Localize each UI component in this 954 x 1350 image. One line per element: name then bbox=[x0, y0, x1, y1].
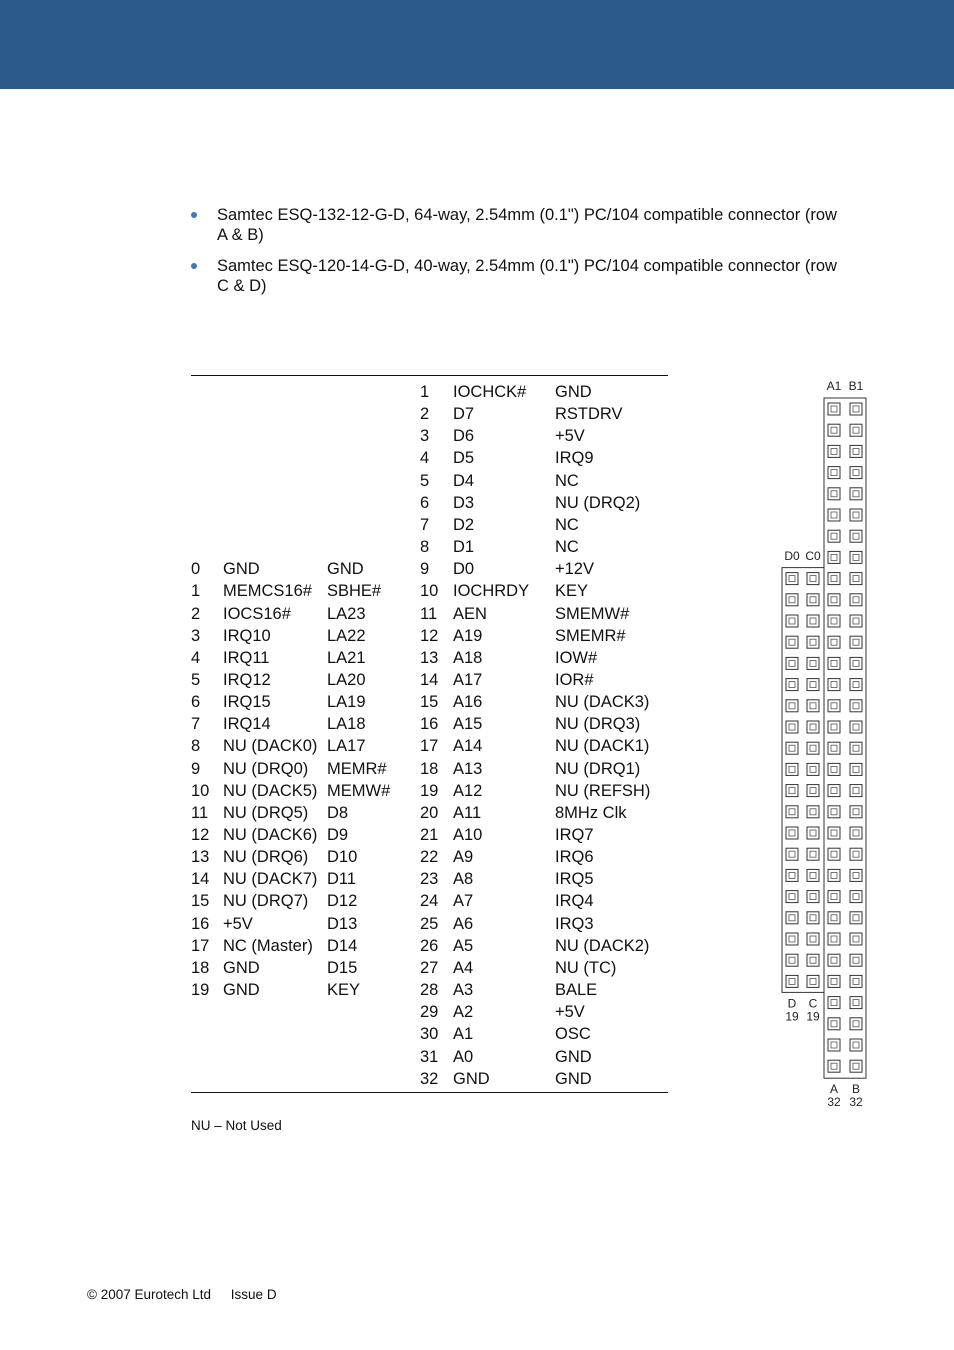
cd-cell-row2-signal: LA18 bbox=[327, 715, 366, 734]
pin-c bbox=[807, 869, 819, 881]
pin-c bbox=[807, 763, 819, 775]
pin-c bbox=[807, 848, 819, 860]
pin-b bbox=[850, 806, 862, 818]
cd-cell-pin: 7 bbox=[191, 715, 201, 734]
pin-d bbox=[786, 869, 798, 881]
pin-a bbox=[828, 467, 840, 479]
cd-cell-pin: 13 bbox=[191, 848, 210, 867]
ab-cell-row2-signal: NU (DRQ3) bbox=[555, 715, 641, 734]
pin-d bbox=[786, 975, 798, 987]
row-c-bottom-number: 19 bbox=[806, 1009, 820, 1024]
cd-cell-row2-signal: D11 bbox=[327, 870, 357, 889]
pin-d bbox=[786, 806, 798, 818]
ab-cell-row1-signal: A7 bbox=[453, 892, 474, 911]
connector-list-item bbox=[189, 205, 849, 245]
cd-cell-row2-signal: D10 bbox=[327, 848, 358, 867]
pin-c bbox=[807, 615, 819, 627]
connector-description: Samtec ESQ-120-14-G-D, 40-way, 2.54mm (0.1") PC/104 compatible connector (row C & D) bbox=[217, 257, 837, 295]
pin-a bbox=[828, 445, 840, 457]
ab-cell-pin: 8 bbox=[420, 538, 430, 557]
pin-c bbox=[807, 933, 819, 945]
pin-b bbox=[850, 742, 862, 754]
connector-pin-diagram bbox=[776, 374, 900, 1114]
cd-cell-row2-signal: LA21 bbox=[327, 648, 366, 667]
ab-cell-row2-signal: RSTDRV bbox=[555, 405, 623, 424]
ab-cell-row2-signal: SMEMR# bbox=[555, 626, 626, 645]
ab-cell-pin: 18 bbox=[420, 759, 439, 778]
cd-cell-row2-signal: LA17 bbox=[327, 737, 366, 756]
cd-cell-row1-signal: IOCS16# bbox=[223, 604, 291, 623]
pin-a bbox=[828, 424, 840, 436]
ab-cell-row1-signal: A10 bbox=[453, 826, 483, 844]
ab-cell-row1-signal: A6 bbox=[453, 914, 474, 933]
ab-cell-pin: 23 bbox=[420, 870, 439, 889]
pin-a bbox=[828, 954, 840, 966]
cd-cell-row2-signal: D13 bbox=[327, 914, 358, 933]
pin-b bbox=[850, 891, 862, 903]
cd-cell-pin: 9 bbox=[191, 759, 201, 778]
cd-cell-pin: 3 bbox=[191, 626, 201, 645]
bullet-icon bbox=[191, 263, 197, 269]
ab-cell-row1-signal: AEN bbox=[453, 604, 487, 623]
pin-a bbox=[828, 636, 840, 648]
cd-connector-outline bbox=[782, 568, 824, 993]
ab-cell-row2-signal: NC bbox=[555, 538, 579, 557]
pin-d bbox=[786, 679, 798, 691]
cd-cell-pin: 18 bbox=[191, 958, 210, 977]
row-a-bottom-number: 32 bbox=[827, 1095, 841, 1110]
pin-a bbox=[828, 551, 840, 563]
pin-d bbox=[786, 933, 798, 945]
cd-cell-pin: 17 bbox=[191, 936, 210, 955]
cd-cell-pin: 6 bbox=[191, 693, 201, 712]
ab-cell-row2-signal: IRQ6 bbox=[555, 848, 594, 867]
ab-cell-row1-signal: D3 bbox=[453, 493, 475, 512]
ab-cell-pin: 21 bbox=[420, 826, 439, 844]
row-a-bottom-letter: A bbox=[829, 1082, 839, 1097]
pin-a bbox=[828, 806, 840, 818]
issue-text: Issue D bbox=[230, 1287, 277, 1302]
pin-c bbox=[807, 806, 819, 818]
ab-cell-pin: 1 bbox=[420, 383, 430, 401]
pin-c bbox=[807, 975, 819, 987]
ab-cell-pin: 32 bbox=[420, 1069, 439, 1088]
pin-b bbox=[850, 488, 862, 500]
ab-cell-row2-signal: IRQ5 bbox=[555, 870, 594, 889]
pin-c bbox=[807, 785, 819, 797]
pin-a bbox=[828, 700, 840, 712]
cd-cell-row2-signal: GND bbox=[327, 560, 364, 579]
pin-a bbox=[828, 1018, 840, 1030]
ab-cell-pin: 10 bbox=[420, 582, 439, 601]
row-b-top-label: B1 bbox=[848, 379, 864, 393]
cd-cell-row1-signal: NU (DRQ6) bbox=[223, 848, 309, 867]
cd-cell-row2-signal: LA19 bbox=[327, 693, 366, 712]
pin-a bbox=[828, 721, 840, 733]
ab-cell-row1-signal: A13 bbox=[453, 759, 483, 778]
ab-cell-row2-signal: IRQ7 bbox=[555, 826, 594, 844]
cd-cell-row1-signal: GND bbox=[223, 560, 260, 579]
connector-list-item bbox=[189, 256, 849, 296]
ab-cell-row1-signal: A5 bbox=[453, 936, 474, 955]
pin-d bbox=[786, 721, 798, 733]
connector-list bbox=[189, 205, 849, 307]
pin-c bbox=[807, 679, 819, 691]
pin-a bbox=[828, 1039, 840, 1051]
ab-cell-row2-signal: NU (DACK1) bbox=[555, 737, 650, 756]
pin-a bbox=[828, 933, 840, 945]
cd-cell-pin: 8 bbox=[191, 737, 201, 756]
pin-b bbox=[850, 721, 862, 733]
row-d-bottom-number: 19 bbox=[785, 1009, 799, 1024]
cd-cell-row2-signal: D9 bbox=[327, 826, 349, 844]
pin-a bbox=[828, 1060, 840, 1072]
ab-cell-row2-signal: IOW# bbox=[555, 648, 598, 667]
ab-cell-pin: 14 bbox=[420, 670, 439, 689]
pin-b bbox=[850, 785, 862, 797]
pin-b bbox=[850, 594, 862, 606]
pin-b bbox=[850, 530, 862, 542]
pin-b bbox=[850, 933, 862, 945]
cd-cell-row1-signal: GND bbox=[223, 958, 260, 977]
pinout-rows bbox=[191, 376, 668, 1092]
ab-cell-row2-signal: NU (REFSH) bbox=[555, 781, 651, 800]
pin-a bbox=[828, 785, 840, 797]
pin-c bbox=[807, 891, 819, 903]
pin-b bbox=[850, 445, 862, 457]
ab-cell-row2-signal: +12V bbox=[555, 560, 594, 579]
pin-a bbox=[828, 594, 840, 606]
ab-cell-pin: 7 bbox=[420, 515, 430, 534]
pin-d bbox=[786, 954, 798, 966]
ab-cell-pin: 13 bbox=[420, 648, 439, 667]
header-band bbox=[0, 0, 954, 89]
pin-b bbox=[850, 848, 862, 860]
pin-d bbox=[786, 636, 798, 648]
cd-cell-row1-signal: GND bbox=[223, 981, 260, 1000]
ab-cell-row1-signal: D0 bbox=[453, 560, 475, 579]
pin-b bbox=[850, 467, 862, 479]
ab-cell-pin: 27 bbox=[420, 958, 439, 977]
cd-cell-pin: 11 bbox=[191, 803, 209, 822]
pin-b bbox=[850, 403, 862, 415]
ab-cell-row1-signal: IOCHRDY bbox=[453, 582, 530, 601]
ab-cell-pin: 6 bbox=[420, 493, 430, 512]
pin-b bbox=[850, 657, 862, 669]
ab-cell-row2-signal: NU (DACK3) bbox=[555, 693, 650, 712]
ab-cell-row2-signal: IRQ9 bbox=[555, 449, 594, 468]
ab-cell-row2-signal: IRQ3 bbox=[555, 914, 594, 933]
ab-cell-row2-signal: KEY bbox=[555, 582, 589, 601]
ab-cell-pin: 4 bbox=[420, 449, 430, 468]
pin-b bbox=[850, 1060, 862, 1072]
pin-c bbox=[807, 827, 819, 839]
pin-b bbox=[850, 954, 862, 966]
pin-a bbox=[828, 509, 840, 521]
cd-cell-row1-signal: NU (DACK6) bbox=[223, 826, 318, 844]
ab-cell-pin: 19 bbox=[420, 781, 439, 800]
pin-a bbox=[828, 848, 840, 860]
pin-c bbox=[807, 742, 819, 754]
cd-cell-row1-signal: NC (Master) bbox=[223, 936, 313, 955]
pin-c bbox=[807, 636, 819, 648]
pin-a bbox=[828, 657, 840, 669]
ab-cell-row1-signal: A4 bbox=[453, 958, 474, 977]
ab-cell-pin: 11 bbox=[420, 604, 438, 623]
pin-b bbox=[850, 912, 862, 924]
pin-b bbox=[850, 636, 862, 648]
pinout-table bbox=[191, 375, 668, 1093]
cd-cell-pin: 10 bbox=[191, 781, 210, 800]
pin-a bbox=[828, 742, 840, 754]
ab-cell-row2-signal: SMEMW# bbox=[555, 604, 630, 623]
bullet-icon bbox=[191, 212, 197, 218]
footnote: NU – Not Used bbox=[191, 1118, 282, 1133]
ab-cell-row1-signal: A1 bbox=[453, 1025, 474, 1044]
ab-cell-pin: 20 bbox=[420, 803, 439, 822]
row-d-top-label: D0 bbox=[784, 549, 800, 563]
ab-cell-row1-signal: A2 bbox=[453, 1003, 474, 1022]
pin-d bbox=[786, 891, 798, 903]
pin-b bbox=[850, 827, 862, 839]
ab-cell-pin: 3 bbox=[420, 427, 430, 446]
pin-d bbox=[786, 785, 798, 797]
cd-cell-pin: 19 bbox=[191, 981, 210, 1000]
cd-cell-row1-signal: MEMCS16# bbox=[223, 582, 312, 601]
ab-cell-row2-signal: NC bbox=[555, 515, 579, 534]
cd-cell-pin: 5 bbox=[191, 670, 201, 689]
ab-cell-row1-signal: D6 bbox=[453, 427, 475, 446]
cd-cell-row1-signal: NU (DRQ5) bbox=[223, 803, 309, 822]
pin-b bbox=[850, 424, 862, 436]
ab-cell-row2-signal: +5V bbox=[555, 427, 585, 446]
ab-cell-row2-signal: IOR# bbox=[555, 670, 594, 689]
ab-cell-pin: 5 bbox=[420, 471, 430, 490]
ab-cell-row2-signal: IRQ4 bbox=[555, 892, 594, 911]
pin-a bbox=[828, 975, 840, 987]
pin-a bbox=[828, 488, 840, 500]
cd-cell-row1-signal: NU (DACK0) bbox=[223, 737, 318, 756]
cd-cell-row1-signal: IRQ15 bbox=[223, 693, 271, 712]
ab-cell-row1-signal: A12 bbox=[453, 781, 483, 800]
pin-a bbox=[828, 573, 840, 585]
ab-cell-pin: 22 bbox=[420, 848, 439, 867]
ab-cell-row1-signal: A0 bbox=[453, 1047, 474, 1066]
ab-cell-row2-signal: NU (DRQ1) bbox=[555, 759, 641, 778]
ab-cell-row1-signal: D4 bbox=[453, 471, 475, 490]
pin-a bbox=[828, 403, 840, 415]
pin-d bbox=[786, 763, 798, 775]
ab-cell-row2-signal: BALE bbox=[555, 981, 598, 1000]
pin-c bbox=[807, 594, 819, 606]
pin-c bbox=[807, 954, 819, 966]
pin-a bbox=[828, 869, 840, 881]
cd-cell-row1-signal: IRQ12 bbox=[223, 670, 271, 689]
ab-cell-row1-signal: A3 bbox=[453, 981, 474, 1000]
pin-a bbox=[828, 912, 840, 924]
cd-cell-row1-signal: NU (DRQ0) bbox=[223, 759, 309, 778]
pin-d bbox=[786, 848, 798, 860]
ab-cell-row1-signal: A9 bbox=[453, 848, 474, 867]
cd-cell-row1-signal: NU (DACK7) bbox=[223, 870, 318, 889]
cd-cell-row1-signal: IRQ11 bbox=[223, 648, 270, 667]
connector-description: Samtec ESQ-132-12-G-D, 64-way, 2.54mm (0.1") PC/104 compatible connector (row A & B) bbox=[217, 206, 837, 244]
ab-cell-row2-signal: NU (DRQ2) bbox=[555, 493, 641, 512]
pin-d bbox=[786, 700, 798, 712]
pin-b bbox=[850, 551, 862, 563]
cd-cell-row1-signal: IRQ14 bbox=[223, 715, 271, 734]
pin-c bbox=[807, 573, 819, 585]
cd-cell-pin: 16 bbox=[191, 914, 210, 933]
ab-cell-row2-signal: NU (DACK2) bbox=[555, 936, 650, 955]
page-footer bbox=[87, 1287, 277, 1302]
pin-b bbox=[850, 573, 862, 585]
pin-b bbox=[850, 615, 862, 627]
pin-d bbox=[786, 657, 798, 669]
pin-b bbox=[850, 997, 862, 1009]
row-b-bottom-letter: B bbox=[851, 1082, 861, 1097]
pin-d bbox=[786, 912, 798, 924]
pin-d bbox=[786, 742, 798, 754]
pin-c bbox=[807, 700, 819, 712]
pin-a bbox=[828, 827, 840, 839]
ab-cell-pin: 25 bbox=[420, 914, 439, 933]
ab-cell-row1-signal: A17 bbox=[453, 670, 483, 689]
cd-cell-row1-signal: NU (DACK5) bbox=[223, 781, 318, 800]
pin-b bbox=[850, 700, 862, 712]
cd-cell-pin: 15 bbox=[191, 892, 210, 911]
ab-cell-pin: 31 bbox=[420, 1047, 439, 1066]
copyright-text: © 2007 Eurotech Ltd bbox=[87, 1287, 212, 1302]
ab-cell-row1-signal: GND bbox=[453, 1069, 490, 1088]
ab-cell-row1-signal: IOCHCK# bbox=[453, 383, 527, 401]
pin-b bbox=[850, 509, 862, 521]
cd-cell-row1-signal: NU (DRQ7) bbox=[223, 892, 309, 911]
row-c-bottom-letter: C bbox=[808, 996, 818, 1011]
pin-d bbox=[786, 594, 798, 606]
cd-cell-row2-signal: MEMW# bbox=[327, 781, 391, 800]
pin-c bbox=[807, 721, 819, 733]
pin-a bbox=[828, 530, 840, 542]
ab-cell-row1-signal: A19 bbox=[453, 626, 483, 645]
ab-cell-pin: 2 bbox=[420, 405, 430, 424]
ab-cell-row1-signal: D5 bbox=[453, 449, 475, 468]
row-c-top-label: C0 bbox=[805, 549, 821, 563]
pin-b bbox=[850, 1018, 862, 1030]
ab-cell-pin: 29 bbox=[420, 1003, 439, 1022]
cd-cell-row2-signal: D14 bbox=[327, 936, 358, 955]
cd-cell-pin: 4 bbox=[191, 648, 201, 667]
ab-cell-row2-signal: GND bbox=[555, 383, 592, 401]
ab-cell-row1-signal: A16 bbox=[453, 693, 483, 712]
cd-cell-row2-signal: KEY bbox=[327, 981, 361, 1000]
ab-cell-row1-signal: A11 bbox=[453, 803, 482, 822]
cd-cell-row2-signal: D12 bbox=[327, 892, 358, 911]
pin-b bbox=[850, 679, 862, 691]
ab-cell-row1-signal: A8 bbox=[453, 870, 474, 889]
pin-b bbox=[850, 763, 862, 775]
pin-a bbox=[828, 891, 840, 903]
cd-cell-pin: 1 bbox=[191, 582, 201, 601]
ab-cell-pin: 24 bbox=[420, 892, 439, 911]
ab-cell-pin: 26 bbox=[420, 936, 439, 955]
pin-a bbox=[828, 679, 840, 691]
ab-cell-row1-signal: D2 bbox=[453, 515, 475, 534]
pin-d bbox=[786, 615, 798, 627]
ab-cell-pin: 9 bbox=[420, 560, 430, 579]
ab-cell-pin: 15 bbox=[420, 693, 439, 712]
row-d-bottom-letter: D bbox=[787, 996, 797, 1011]
ab-cell-row2-signal: 8MHz Clk bbox=[555, 803, 627, 822]
ab-cell-pin: 30 bbox=[420, 1025, 439, 1044]
cd-cell-pin: 14 bbox=[191, 870, 210, 889]
cd-cell-row2-signal: LA20 bbox=[327, 670, 366, 689]
row-a-top-label: A1 bbox=[826, 379, 842, 393]
ab-cell-row2-signal: GND bbox=[555, 1047, 592, 1066]
pin-d bbox=[786, 827, 798, 839]
pin-b bbox=[850, 869, 862, 881]
cd-cell-pin: 0 bbox=[191, 560, 201, 579]
pin-b bbox=[850, 1039, 862, 1051]
ab-cell-row1-signal: A15 bbox=[453, 715, 483, 734]
ab-cell-row1-signal: A14 bbox=[453, 737, 483, 756]
cd-cell-row2-signal: D8 bbox=[327, 803, 349, 822]
cd-cell-row2-signal: LA23 bbox=[327, 604, 366, 623]
ab-cell-pin: 28 bbox=[420, 981, 439, 1000]
cd-cell-row1-signal: IRQ10 bbox=[223, 626, 271, 645]
pin-b bbox=[850, 975, 862, 987]
row-b-bottom-number: 32 bbox=[849, 1095, 863, 1110]
cd-cell-row2-signal: MEMR# bbox=[327, 759, 387, 778]
cd-cell-row2-signal: SBHE# bbox=[327, 582, 382, 601]
ab-cell-row2-signal: +5V bbox=[555, 1003, 585, 1022]
pin-c bbox=[807, 657, 819, 669]
cd-cell-row2-signal: D15 bbox=[327, 958, 358, 977]
cd-cell-pin: 2 bbox=[191, 604, 201, 623]
ab-cell-row2-signal: NC bbox=[555, 471, 579, 490]
ab-cell-row2-signal: GND bbox=[555, 1069, 592, 1088]
ab-cell-row1-signal: D1 bbox=[453, 538, 475, 557]
pin-a bbox=[828, 997, 840, 1009]
ab-cell-pin: 12 bbox=[420, 626, 439, 645]
ab-cell-row1-signal: A18 bbox=[453, 648, 483, 667]
ab-cell-row1-signal: D7 bbox=[453, 405, 475, 424]
ab-cell-row2-signal: NU (TC) bbox=[555, 958, 617, 977]
ab-cell-pin: 16 bbox=[420, 715, 439, 734]
ab-cell-pin: 17 bbox=[420, 737, 439, 756]
pin-d bbox=[786, 573, 798, 585]
pin-c bbox=[807, 912, 819, 924]
pin-a bbox=[828, 615, 840, 627]
cd-cell-row2-signal: LA22 bbox=[327, 626, 366, 645]
cd-cell-pin: 12 bbox=[191, 826, 210, 844]
ab-cell-row2-signal: OSC bbox=[555, 1025, 591, 1044]
cd-cell-row1-signal: +5V bbox=[223, 914, 253, 933]
pin-a bbox=[828, 763, 840, 775]
